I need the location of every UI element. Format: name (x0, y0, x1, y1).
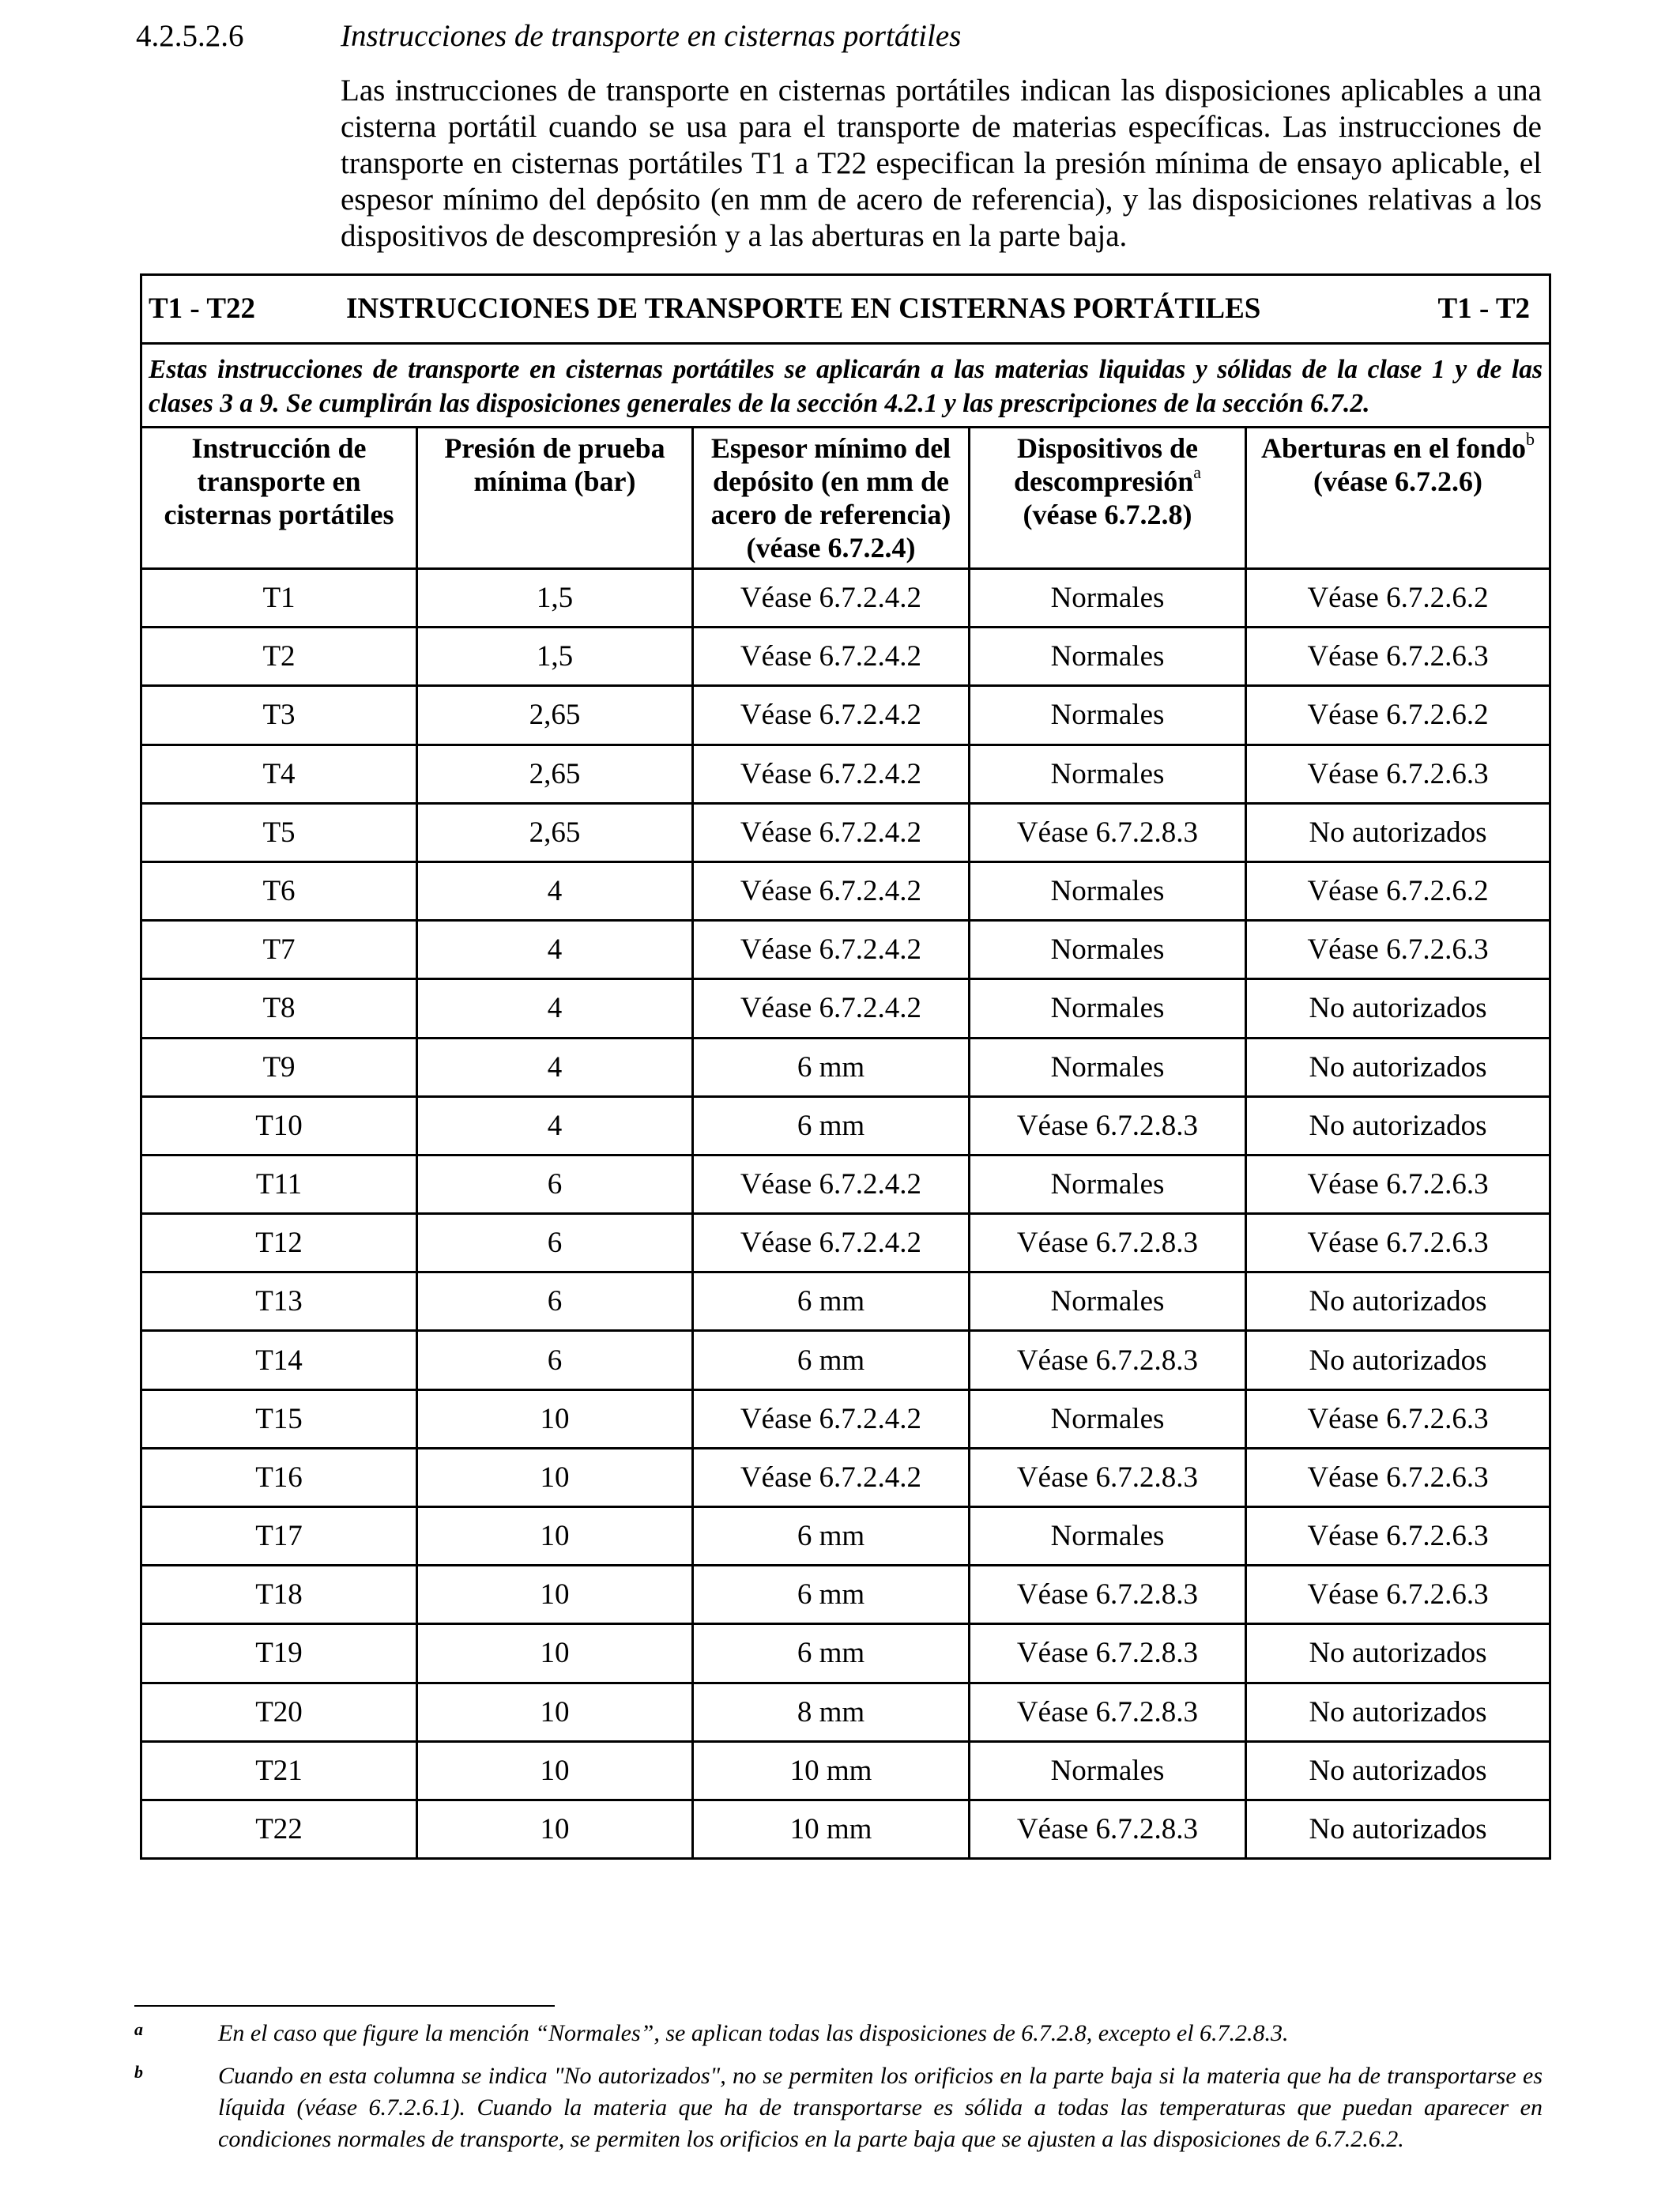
cell-relief: Normales (970, 1155, 1246, 1213)
cell-openings: Véase 6.7.2.6.3 (1246, 921, 1550, 979)
cell-thickness: Véase 6.7.2.4.2 (693, 628, 970, 686)
table-title-bar (142, 276, 1549, 342)
column-header-instruction: Instrucción de transporte en cisternas portátiles (141, 428, 417, 569)
cell-openings: No autorizados (1246, 803, 1550, 861)
cell-pressure: 6 (417, 1331, 693, 1389)
cell-instruction: T9 (141, 1038, 417, 1096)
table-title: INSTRUCCIONES DE TRANSPORTE EN CISTERNAS PORTÁTILES (346, 292, 1261, 325)
cell-thickness: 6 mm (693, 1507, 970, 1566)
cell-instruction: T13 (141, 1272, 417, 1331)
cell-pressure: 2,65 (417, 803, 693, 861)
cell-instruction: T16 (141, 1448, 417, 1506)
cell-relief: Normales (970, 861, 1246, 920)
cell-relief: Véase 6.7.2.8.3 (970, 1214, 1246, 1272)
cell-pressure: 10 (417, 1741, 693, 1800)
cell-openings: No autorizados (1246, 1683, 1550, 1741)
cell-instruction: T10 (141, 1096, 417, 1155)
table-row (141, 1683, 1550, 1741)
cell-instruction: T18 (141, 1566, 417, 1624)
cell-instruction: T12 (141, 1214, 417, 1272)
intro-paragraph: Las instrucciones de transporte en cisternas portátiles indican las disposiciones aplicables a una cisterna portátil cuando se usa para el transporte de materias específicas. Las instrucciones de transporte en cisternas portátiles T1 a T22 especifican la presión mínima de ensayo aplicable, el espesor mínimo del depósito (en mm de acero de referencia), y las disposiciones relativas a los dispositivos de descompresión y a las aberturas en la parte baja. (341, 74, 1542, 253)
cell-thickness: 6 mm (693, 1096, 970, 1155)
table-row (141, 1624, 1550, 1683)
cell-openings: Véase 6.7.2.6.3 (1246, 1155, 1550, 1213)
cell-thickness: Véase 6.7.2.4.2 (693, 1448, 970, 1506)
table-right-label: T1 - T2 (1437, 292, 1531, 325)
cell-pressure: 1,5 (417, 569, 693, 628)
footnote-mark: b (134, 2062, 143, 2082)
cell-pressure: 4 (417, 1096, 693, 1155)
section-title: Instrucciones de transporte en cisternas portátiles (341, 19, 962, 53)
cell-pressure: 10 (417, 1566, 693, 1624)
table-row (141, 1038, 1550, 1096)
table-row (141, 803, 1550, 861)
cell-relief: Normales (970, 1038, 1246, 1096)
table-row (141, 1507, 1550, 1566)
cell-pressure: 4 (417, 921, 693, 979)
cell-relief: Normales (970, 1741, 1246, 1800)
cell-relief: Véase 6.7.2.8.3 (970, 1683, 1246, 1741)
table-row (141, 1566, 1550, 1624)
table-row (141, 921, 1550, 979)
cell-instruction: T2 (141, 628, 417, 686)
column-header-thickness: Espesor mínimo del depósito (en mm de acero de referencia) (véase 6.7.2.4) (693, 428, 970, 569)
cell-thickness: 6 mm (693, 1272, 970, 1331)
cell-relief: Normales (970, 1389, 1246, 1448)
cell-instruction: T17 (141, 1507, 417, 1566)
cell-relief: Véase 6.7.2.8.3 (970, 1800, 1246, 1858)
cell-thickness: Véase 6.7.2.4.2 (693, 803, 970, 861)
table-row (141, 628, 1550, 686)
table-title-row (141, 275, 1550, 344)
cell-pressure: 2,65 (417, 686, 693, 745)
cell-instruction: T11 (141, 1155, 417, 1213)
cell-instruction: T19 (141, 1624, 417, 1683)
table-row (141, 1389, 1550, 1448)
cell-openings: Véase 6.7.2.6.2 (1246, 861, 1550, 920)
cell-openings: No autorizados (1246, 1624, 1550, 1683)
cell-openings: No autorizados (1246, 1331, 1550, 1389)
cell-openings: Véase 6.7.2.6.3 (1246, 1448, 1550, 1506)
cell-pressure: 4 (417, 979, 693, 1038)
footnote-text: Cuando en esta columna se indica "No autorizados", no se permiten los orificios en la parte baja si la materia que ha de transportarse es líquida (véase 6.7.2.6.1). Cuando la materia que ha de transportarse es sólida a todas las temperaturas que puedan aparecer en condiciones normales de transporte, se permiten los orificios en la parte baja que se ajusten a las disposiciones de 6.7.2.6.2. (218, 2063, 1543, 2152)
cell-pressure: 10 (417, 1448, 693, 1506)
openings-header-text: Aberturas en el fondo (1261, 432, 1527, 464)
footnote-ref-a: a (1193, 462, 1202, 482)
cell-openings: Véase 6.7.2.6.3 (1246, 1389, 1550, 1448)
cell-pressure: 10 (417, 1624, 693, 1683)
cell-thickness: Véase 6.7.2.4.2 (693, 921, 970, 979)
cell-thickness: 6 mm (693, 1331, 970, 1389)
footnote-ref-b: b (1526, 429, 1535, 449)
cell-pressure: 4 (417, 1038, 693, 1096)
cell-openings: Véase 6.7.2.6.3 (1246, 1566, 1550, 1624)
cell-relief: Normales (970, 1272, 1246, 1331)
cell-thickness: Véase 6.7.2.4.2 (693, 1155, 970, 1213)
table-row (141, 1800, 1550, 1858)
cell-openings: Véase 6.7.2.6.3 (1246, 1507, 1550, 1566)
cell-pressure: 10 (417, 1507, 693, 1566)
relief-header-ref: (véase 6.7.2.8) (1023, 499, 1192, 530)
column-header-pressure: Presión de prueba mínima (bar) (417, 428, 693, 569)
footnote-separator (134, 2005, 555, 2007)
cell-relief: Normales (970, 628, 1246, 686)
cell-pressure: 10 (417, 1800, 693, 1858)
cell-instruction: T14 (141, 1331, 417, 1389)
cell-pressure: 10 (417, 1683, 693, 1741)
column-header-row (141, 428, 1550, 569)
cell-instruction: T15 (141, 1389, 417, 1448)
cell-openings: Véase 6.7.2.6.3 (1246, 745, 1550, 803)
cell-openings: Véase 6.7.2.6.2 (1246, 686, 1550, 745)
cell-relief: Normales (970, 921, 1246, 979)
cell-openings: No autorizados (1246, 1741, 1550, 1800)
cell-pressure: 10 (417, 1389, 693, 1448)
cell-thickness: 6 mm (693, 1566, 970, 1624)
table-row (141, 569, 1550, 628)
cell-thickness: 8 mm (693, 1683, 970, 1741)
column-header-openings (1246, 428, 1550, 569)
table-row (141, 1155, 1550, 1213)
table-row (141, 745, 1550, 803)
cell-instruction: T22 (141, 1800, 417, 1858)
cell-openings: No autorizados (1246, 1038, 1550, 1096)
cell-thickness: 10 mm (693, 1741, 970, 1800)
cell-instruction: T7 (141, 921, 417, 979)
table-row (141, 686, 1550, 745)
cell-pressure: 2,65 (417, 745, 693, 803)
cell-thickness: Véase 6.7.2.4.2 (693, 979, 970, 1038)
openings-header-ref: (véase 6.7.2.6) (1313, 466, 1482, 497)
cell-relief: Véase 6.7.2.8.3 (970, 1331, 1246, 1389)
cell-instruction: T1 (141, 569, 417, 628)
table-row (141, 861, 1550, 920)
cell-pressure: 4 (417, 861, 693, 920)
cell-openings: No autorizados (1246, 1800, 1550, 1858)
table-row (141, 1448, 1550, 1506)
table-scope-text: Estas instrucciones de transporte en cisternas portátiles se aplicarán a las materias liquidas y sólidas de la clase 1 y de las clases 3 a 9. Se cumplirán las disposiciones generales de la sección 4.2.1 y las prescripciones de la sección 6.7.2. (149, 354, 1543, 418)
cell-instruction: T6 (141, 861, 417, 920)
table-row (141, 1272, 1550, 1331)
cell-instruction: T20 (141, 1683, 417, 1741)
table-row (141, 1331, 1550, 1389)
table-left-label: T1 - T22 (149, 292, 256, 325)
cell-pressure: 6 (417, 1272, 693, 1331)
cell-thickness: Véase 6.7.2.4.2 (693, 569, 970, 628)
cell-thickness: Véase 6.7.2.4.2 (693, 1389, 970, 1448)
section-number: 4.2.5.2.6 (136, 19, 244, 53)
footnote-text: En el caso que figure la mención “Normales”, se aplican todas las disposiciones de 6.7.2.8, excepto el 6.7.2.8.3. (218, 2020, 1289, 2046)
cell-pressure: 6 (417, 1214, 693, 1272)
column-header-relief (970, 428, 1246, 569)
transport-instructions-table (140, 273, 1551, 1860)
footnote-mark: a (134, 2019, 143, 2039)
cell-openings: No autorizados (1246, 1096, 1550, 1155)
cell-relief: Véase 6.7.2.8.3 (970, 1566, 1246, 1624)
cell-relief: Normales (970, 745, 1246, 803)
table-row (141, 1214, 1550, 1272)
cell-instruction: T3 (141, 686, 417, 745)
cell-relief: Normales (970, 979, 1246, 1038)
cell-openings: Véase 6.7.2.6.2 (1246, 569, 1550, 628)
cell-openings: Véase 6.7.2.6.3 (1246, 1214, 1550, 1272)
table-row (141, 979, 1550, 1038)
cell-thickness: Véase 6.7.2.4.2 (693, 861, 970, 920)
cell-thickness: 6 mm (693, 1624, 970, 1683)
section-heading (136, 14, 1543, 58)
cell-relief: Véase 6.7.2.8.3 (970, 1624, 1246, 1683)
cell-instruction: T4 (141, 745, 417, 803)
cell-openings: No autorizados (1246, 979, 1550, 1038)
cell-thickness: Véase 6.7.2.4.2 (693, 686, 970, 745)
cell-thickness: 10 mm (693, 1800, 970, 1858)
cell-relief: Normales (970, 686, 1246, 745)
cell-thickness: 6 mm (693, 1038, 970, 1096)
cell-pressure: 1,5 (417, 628, 693, 686)
cell-relief: Normales (970, 569, 1246, 628)
cell-pressure: 6 (417, 1155, 693, 1213)
cell-relief: Véase 6.7.2.8.3 (970, 1096, 1246, 1155)
footnote-b (134, 2060, 1543, 2155)
cell-relief: Véase 6.7.2.8.3 (970, 803, 1246, 861)
table-row (141, 1741, 1550, 1800)
table-scope-row (141, 344, 1550, 428)
table-body (141, 569, 1550, 1859)
cell-thickness: Véase 6.7.2.4.2 (693, 1214, 970, 1272)
table-row (141, 1096, 1550, 1155)
cell-relief: Normales (970, 1507, 1246, 1566)
cell-openings: No autorizados (1246, 1272, 1550, 1331)
cell-thickness: Véase 6.7.2.4.2 (693, 745, 970, 803)
cell-instruction: T8 (141, 979, 417, 1038)
cell-relief: Véase 6.7.2.8.3 (970, 1448, 1246, 1506)
footnote-a (134, 2018, 1543, 2049)
relief-header-text: Dispositivos de descompresión (1013, 432, 1199, 497)
cell-openings: Véase 6.7.2.6.3 (1246, 628, 1550, 686)
cell-instruction: T5 (141, 803, 417, 861)
cell-instruction: T21 (141, 1741, 417, 1800)
